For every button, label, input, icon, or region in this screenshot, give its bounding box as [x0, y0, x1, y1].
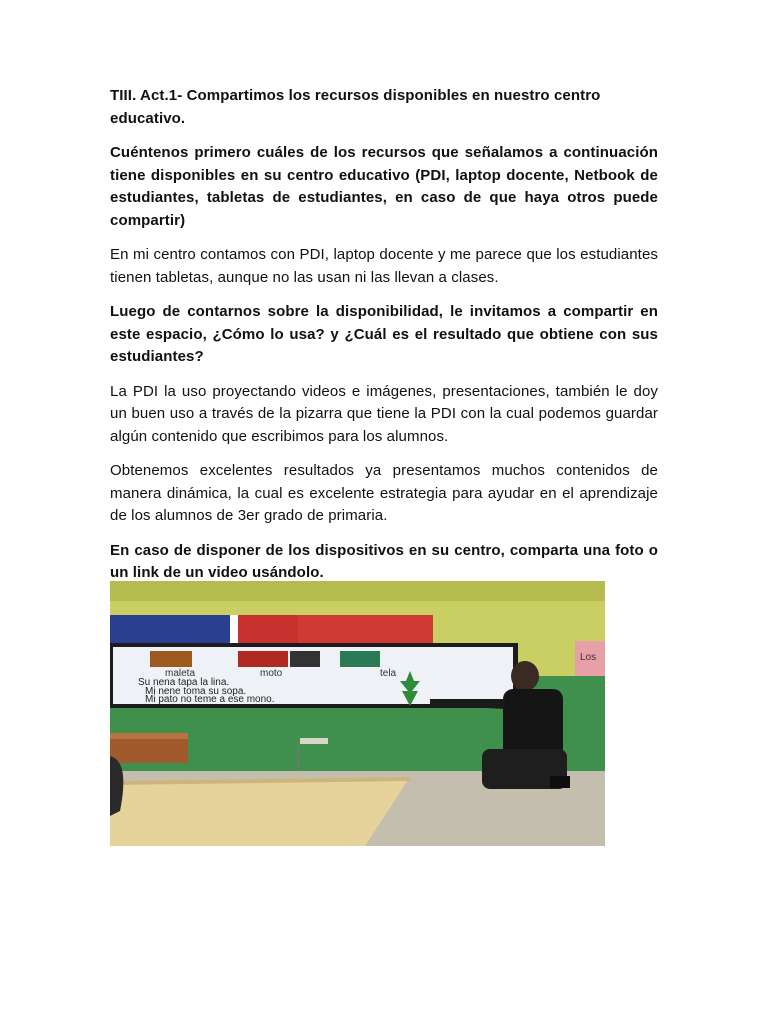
document-body: [110, 85, 658, 597]
board-word-2: moto: [260, 668, 283, 679]
board-line-2: Mi nene toma su sopa.: [145, 686, 247, 697]
activity-heading: TIII. Act.1- Compartimos los recursos disponibles en nuestro centro educativo.: [110, 87, 601, 127]
answer-usage: La PDI la uso proyectando videos e imágenes, presentaciones, también le doy un buen uso a través de la pizarra que tiene la PDI con la cual podemos guardar algún contenido que escribimos para los alumnos.: [110, 382, 658, 445]
classroom-photo: [110, 581, 605, 846]
board-word-3: tela: [380, 668, 397, 679]
question-usage: Luego de contarnos sobre la disponibilidad, le invitamos a compartir en este espacio, ¿Cómo lo usa? y ¿Cuál es el resultado que obtiene con sus estudiantes?: [110, 303, 658, 365]
board-word-1: maleta: [165, 668, 196, 679]
answer-resources: En mi centro contamos con PDI, laptop docente y me parece que los estudiantes tienen tabletas, aunque no las usan ni las llevan a clases.: [110, 246, 658, 286]
board-line-3: Mi pato no teme a ese mono.: [145, 694, 275, 705]
board-line-1: Su nena tapa la lina.: [138, 677, 230, 688]
wall-sign-text: Los: [580, 652, 597, 663]
question-resources: Cuéntenos primero cuáles de los recursos que señalamos a continuación tiene disponibles en su centro educativo (PDI, laptop docente, Netbook de estudiantes, tabletas de estudiantes, en caso de que haya otros puede compartir): [110, 144, 658, 229]
answer-results: Obtenemos excelentes resultados ya presentamos muchos contenidos de manera dinámica, la cual es excelente estrategia para ayudar en el aprendizaje de los alumnos de 3er grado de primaria.: [110, 462, 658, 524]
question-photo: En caso de disponer de los dispositivos en su centro, comparta una foto o un link de un video usándolo.: [110, 541, 658, 581]
